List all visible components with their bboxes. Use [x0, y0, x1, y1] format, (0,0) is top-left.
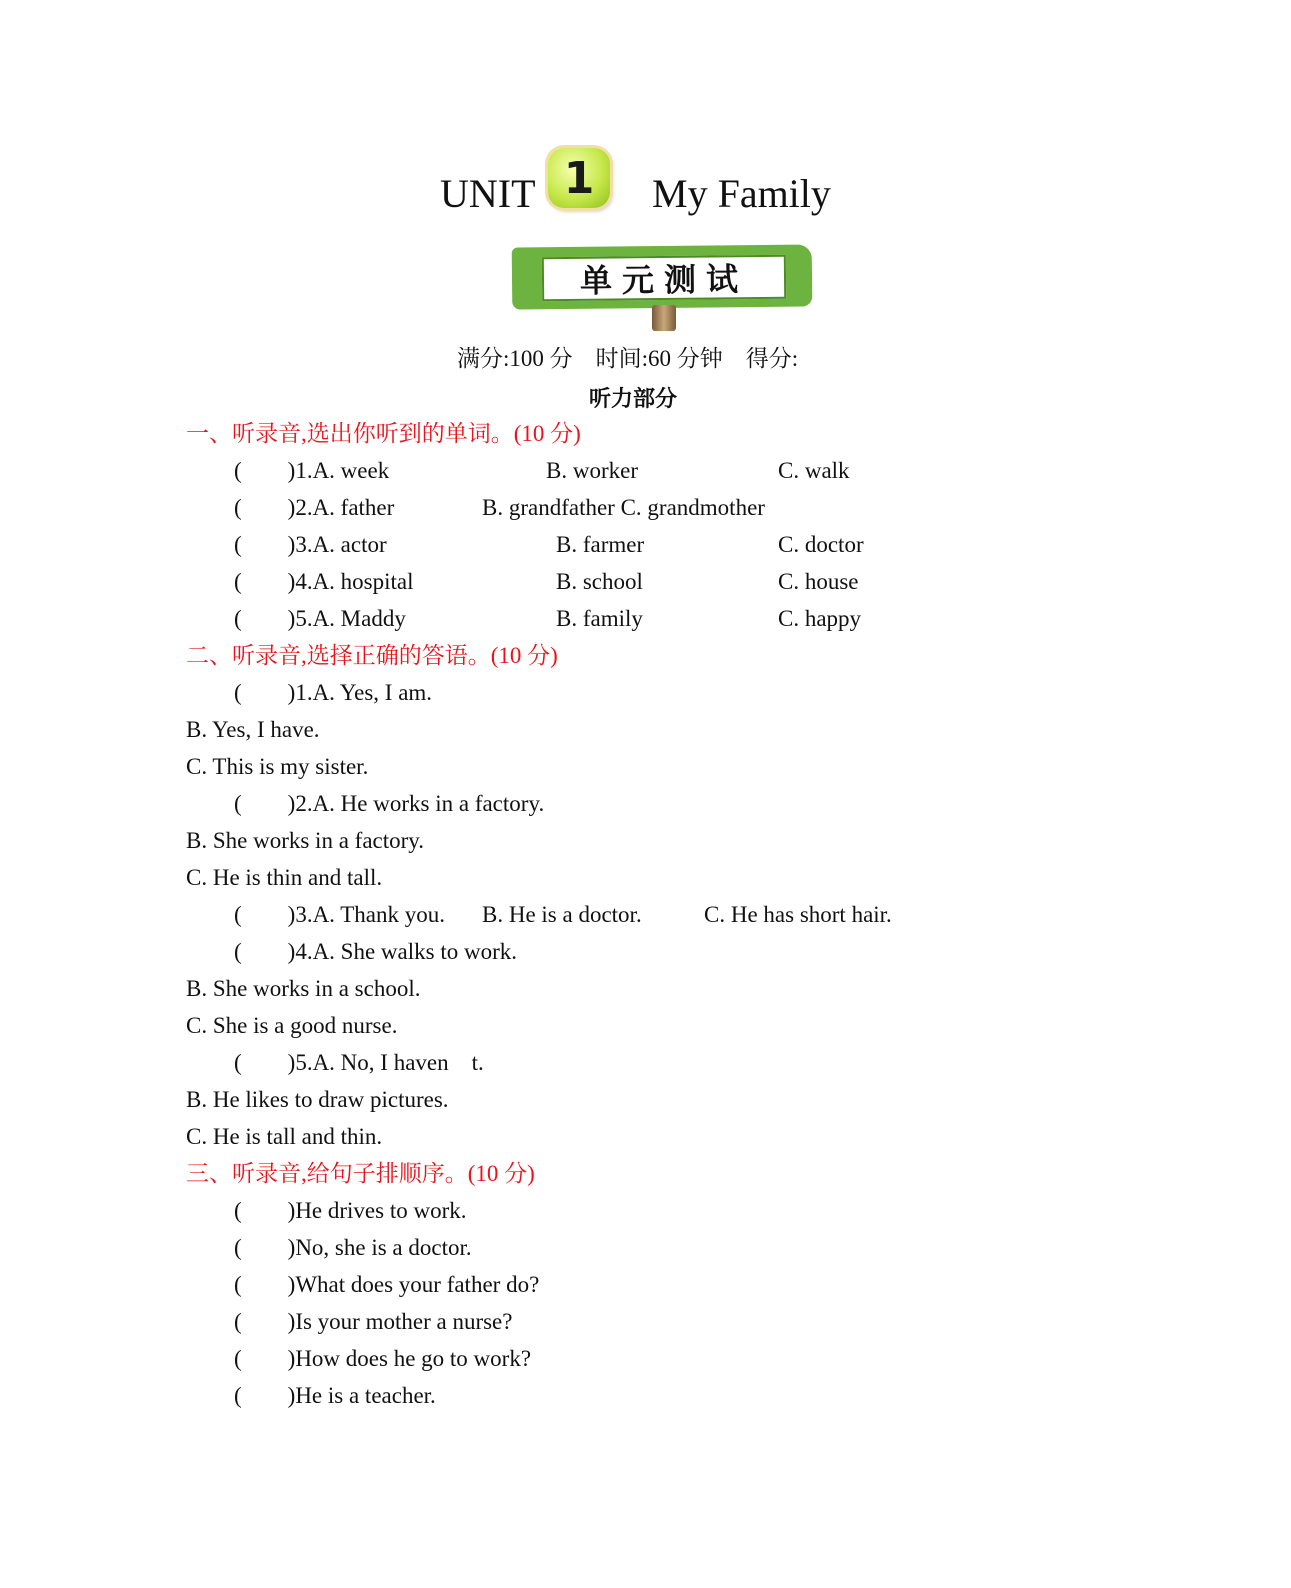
- option-c: C. happy: [778, 606, 862, 631]
- part2-line: B. She works in a school.: [186, 976, 421, 1001]
- unit-number-badge: [548, 148, 610, 208]
- part3-heading: 三、听录音,给句子排顺序。(10 分): [186, 1161, 535, 1186]
- question-number: ( )2.A. father: [234, 495, 395, 520]
- unit-label: UNIT: [440, 171, 536, 216]
- option-b: B. farmer: [556, 532, 645, 557]
- option-b: B. worker: [546, 458, 638, 483]
- question-number: ( )4.A. hospital: [234, 569, 414, 594]
- unit-number: 1: [563, 152, 595, 204]
- question-number: ( )5.A. Maddy: [234, 606, 406, 631]
- part2-line: C. He has short hair.: [704, 902, 892, 927]
- part2-line: C. He is thin and tall.: [186, 865, 383, 890]
- part2-line: ( )3.A. Thank you.: [234, 902, 446, 927]
- part3-item: ( )He drives to work.: [234, 1198, 467, 1223]
- option-c: C. walk: [778, 458, 850, 483]
- part2-line: C. He is tall and thin.: [186, 1124, 383, 1149]
- part2-line: B. Yes, I have.: [186, 717, 320, 742]
- banner-sign: [512, 244, 813, 309]
- part2-line: ( )2.A. He works in a factory.: [234, 791, 545, 816]
- part2-line: C. She is a good nurse.: [186, 1013, 398, 1038]
- question-number: ( )1.A. week: [234, 458, 390, 483]
- part2-line: B. He likes to draw pictures.: [186, 1087, 449, 1112]
- question-number: ( )3.A. actor: [234, 532, 387, 557]
- part2-heading: 二、听录音,选择正确的答语。(10 分): [186, 643, 558, 668]
- part3-item: ( )How does he go to work?: [234, 1346, 532, 1371]
- option-c: C. house: [778, 569, 859, 594]
- option-c: C. doctor: [778, 532, 864, 557]
- part3-item: ( )No, she is a doctor.: [234, 1235, 472, 1260]
- part2-line: B. She works in a factory.: [186, 828, 425, 853]
- part1-heading: 一、听录音,选出你听到的单词。(10 分): [186, 421, 581, 446]
- option-b: B. family: [556, 606, 643, 631]
- unit-title: My Family: [652, 171, 831, 216]
- part2-line: B. He is a doctor.: [482, 902, 642, 927]
- part2-line: ( )5.A. No, I haven t.: [234, 1050, 484, 1075]
- option-bc: B. grandfather C. grandmother: [482, 495, 765, 520]
- banner-text: 单元测试: [542, 255, 786, 302]
- part3-item: ( )He is a teacher.: [234, 1383, 436, 1408]
- section-title: 听力部分: [589, 387, 678, 412]
- part3-item: ( )Is your mother a nurse?: [234, 1309, 513, 1334]
- banner-post: [652, 305, 676, 331]
- option-b: B. school: [556, 569, 643, 594]
- part3-item: ( )What does your father do?: [234, 1272, 540, 1297]
- score-info: 满分:100 分 时间:60 分钟 得分:: [457, 346, 799, 371]
- part2-line: ( )4.A. She walks to work.: [234, 939, 517, 964]
- part2-line: ( )1.A. Yes, I am.: [234, 680, 433, 705]
- part2-line: C. This is my sister.: [186, 754, 369, 779]
